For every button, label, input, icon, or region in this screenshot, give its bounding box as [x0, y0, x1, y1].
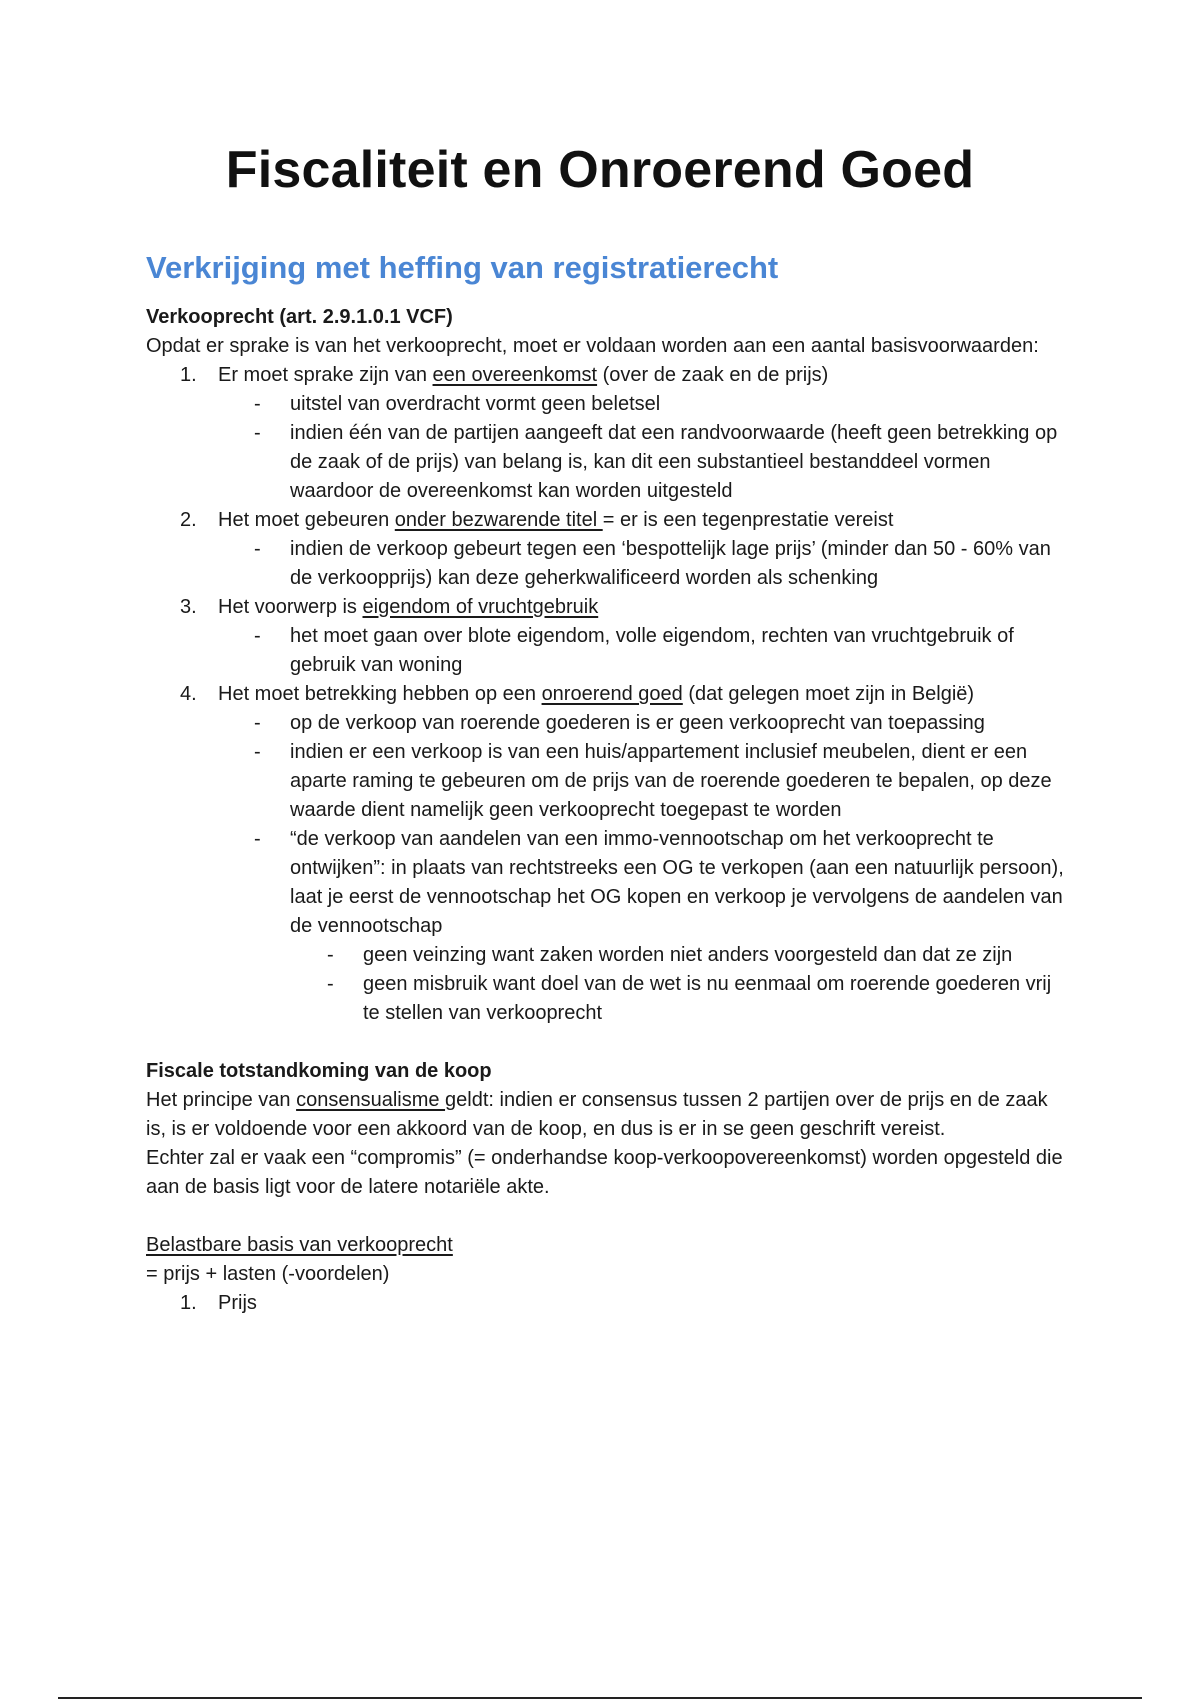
condition-item	[146, 361, 1066, 390]
condition-text: Het moet betrekking hebben op een	[218, 683, 542, 705]
verkooprecht-heading: Verkooprecht (art. 2.9.1.0.1 VCF)	[146, 306, 453, 328]
sub-bullet-item	[146, 941, 1066, 970]
spacer	[146, 1202, 1066, 1231]
bullet-dash: -	[327, 973, 334, 995]
document-title: Fiscaliteit en Onroerend Goed	[225, 141, 975, 199]
bullet-dash: -	[254, 422, 261, 444]
bullet-text: uitstel van overdracht vormt geen beletsel	[290, 393, 661, 415]
bullet-item	[146, 709, 1066, 738]
bullet-item	[146, 390, 1066, 419]
paragraph-text-post: geldt: indien er consensus tussen 2 partijen over de prijs en de zaak is, is er voldoende voor een akkoord van de koop, en dus is er in se geen geschrift vereist.	[146, 1089, 1048, 1140]
list-number: 2.	[180, 509, 197, 531]
bullet-dash: -	[254, 712, 261, 734]
condition-text-post: (over de zaak en de prijs)	[597, 364, 829, 386]
bullet-dash: -	[254, 828, 261, 850]
condition-text: Het voorwerp is	[218, 596, 363, 618]
bullet-item	[146, 825, 1066, 941]
condition-text-post: (dat gelegen moet zijn in België)	[682, 683, 975, 705]
bullet-text: “de verkoop van aandelen van een immo-vennootschap om het verkooprecht te ontwijken”: in plaats van rechtstreeks een OG te verkopen (aan een natuurlijk persoon), laat je eerst de vennootschap het OG kopen en verkoop je vervolgens de aandelen van de vennootschap	[290, 828, 1064, 937]
condition-item	[146, 680, 1066, 709]
spacer	[146, 1028, 1066, 1057]
condition-item	[146, 506, 1066, 535]
basis-formula: = prijs + lasten (-voordelen)	[146, 1263, 390, 1285]
condition-key-term: onroerend goed	[541, 683, 683, 705]
bullet-dash: -	[254, 393, 261, 415]
basis-item	[146, 1289, 1066, 1318]
bullet-item	[146, 535, 1066, 593]
verkooprecht-intro: Opdat er sprake is van het verkooprecht, moet er voldaan worden aan een aantal basisvoorwaarden:	[146, 335, 1039, 357]
totstandkoming-paragraph-1	[146, 1086, 1066, 1144]
list-number: 1.	[180, 364, 197, 386]
basis-heading: Belastbare basis van verkooprecht	[146, 1234, 453, 1256]
condition-text: Het moet gebeuren	[218, 509, 395, 531]
bullet-text: indien de verkoop gebeurt tegen een ‘bespottelijk lage prijs’ (minder dan 50 - 60% van de verkoopprijs) kan deze geherkwalificeerd worden als schenking	[290, 538, 1051, 589]
bullet-item	[146, 622, 1066, 680]
totstandkoming-heading: Fiscale totstandkoming van de koop	[146, 1060, 492, 1082]
bullet-text: indien één van de partijen aangeeft dat een randvoorwaarde (heeft geen betrekking op de zaak of de prijs) van belang is, kan dit een substantieel bestanddeel vormen waardoor de overeenkomst kan worden uitgesteld	[290, 422, 1058, 502]
sub-bullet-text: geen veinzing want zaken worden niet anders voorgesteld dan dat ze zijn	[363, 944, 1013, 966]
document-body	[146, 303, 1066, 1318]
condition-key-term: onder bezwarende titel	[394, 509, 603, 531]
bullet-item	[146, 738, 1066, 825]
condition-text: Er moet sprake zijn van	[218, 364, 433, 386]
bullet-dash: -	[254, 538, 261, 560]
condition-key-term: eigendom of vruchtgebruik	[362, 596, 599, 618]
bullet-text: het moet gaan over blote eigendom, volle eigendom, rechten van vruchtgebruik of gebruik van woning	[290, 625, 1014, 676]
totstandkoming-paragraph-2: Echter zal er vaak een “compromis” (= onderhandse koop-verkoopovereenkomst) worden opgesteld die aan de basis ligt voor de latere notariële akte.	[146, 1147, 1063, 1198]
paragraph-text: Het principe van	[146, 1089, 297, 1111]
bullet-text: op de verkoop van roerende goederen is er geen verkooprecht van toepassing	[290, 712, 985, 734]
sub-bullet-text: geen misbruik want doel van de wet is nu eenmaal om roerende goederen vrij te stellen van verkooprecht	[363, 973, 1052, 1024]
sub-bullet-item	[146, 970, 1066, 1028]
condition-text-post: = er is een tegenprestatie vereist	[602, 509, 894, 531]
bullet-dash: -	[254, 741, 261, 763]
condition-item	[146, 593, 1066, 622]
bullet-text: indien er een verkoop is van een huis/appartement inclusief meubelen, dient er een aparte raming te gebeuren om de prijs van de roerende goederen te bepalen, op deze waarde dient namelijk geen verkooprecht toegepast te worden	[290, 741, 1052, 821]
page-bottom-rule	[58, 1697, 1142, 1699]
basis-item-label: Prijs	[218, 1292, 257, 1314]
key-term: consensualisme	[296, 1089, 446, 1111]
bullet-dash: -	[327, 944, 334, 966]
list-number: 4.	[180, 683, 197, 705]
list-number: 1.	[180, 1292, 197, 1314]
bullet-item	[146, 419, 1066, 506]
condition-key-term: een overeenkomst	[432, 364, 598, 386]
bullet-dash: -	[254, 625, 261, 647]
list-number: 3.	[180, 596, 197, 618]
section-heading: Verkrijging met heffing van registratierecht	[146, 250, 779, 285]
